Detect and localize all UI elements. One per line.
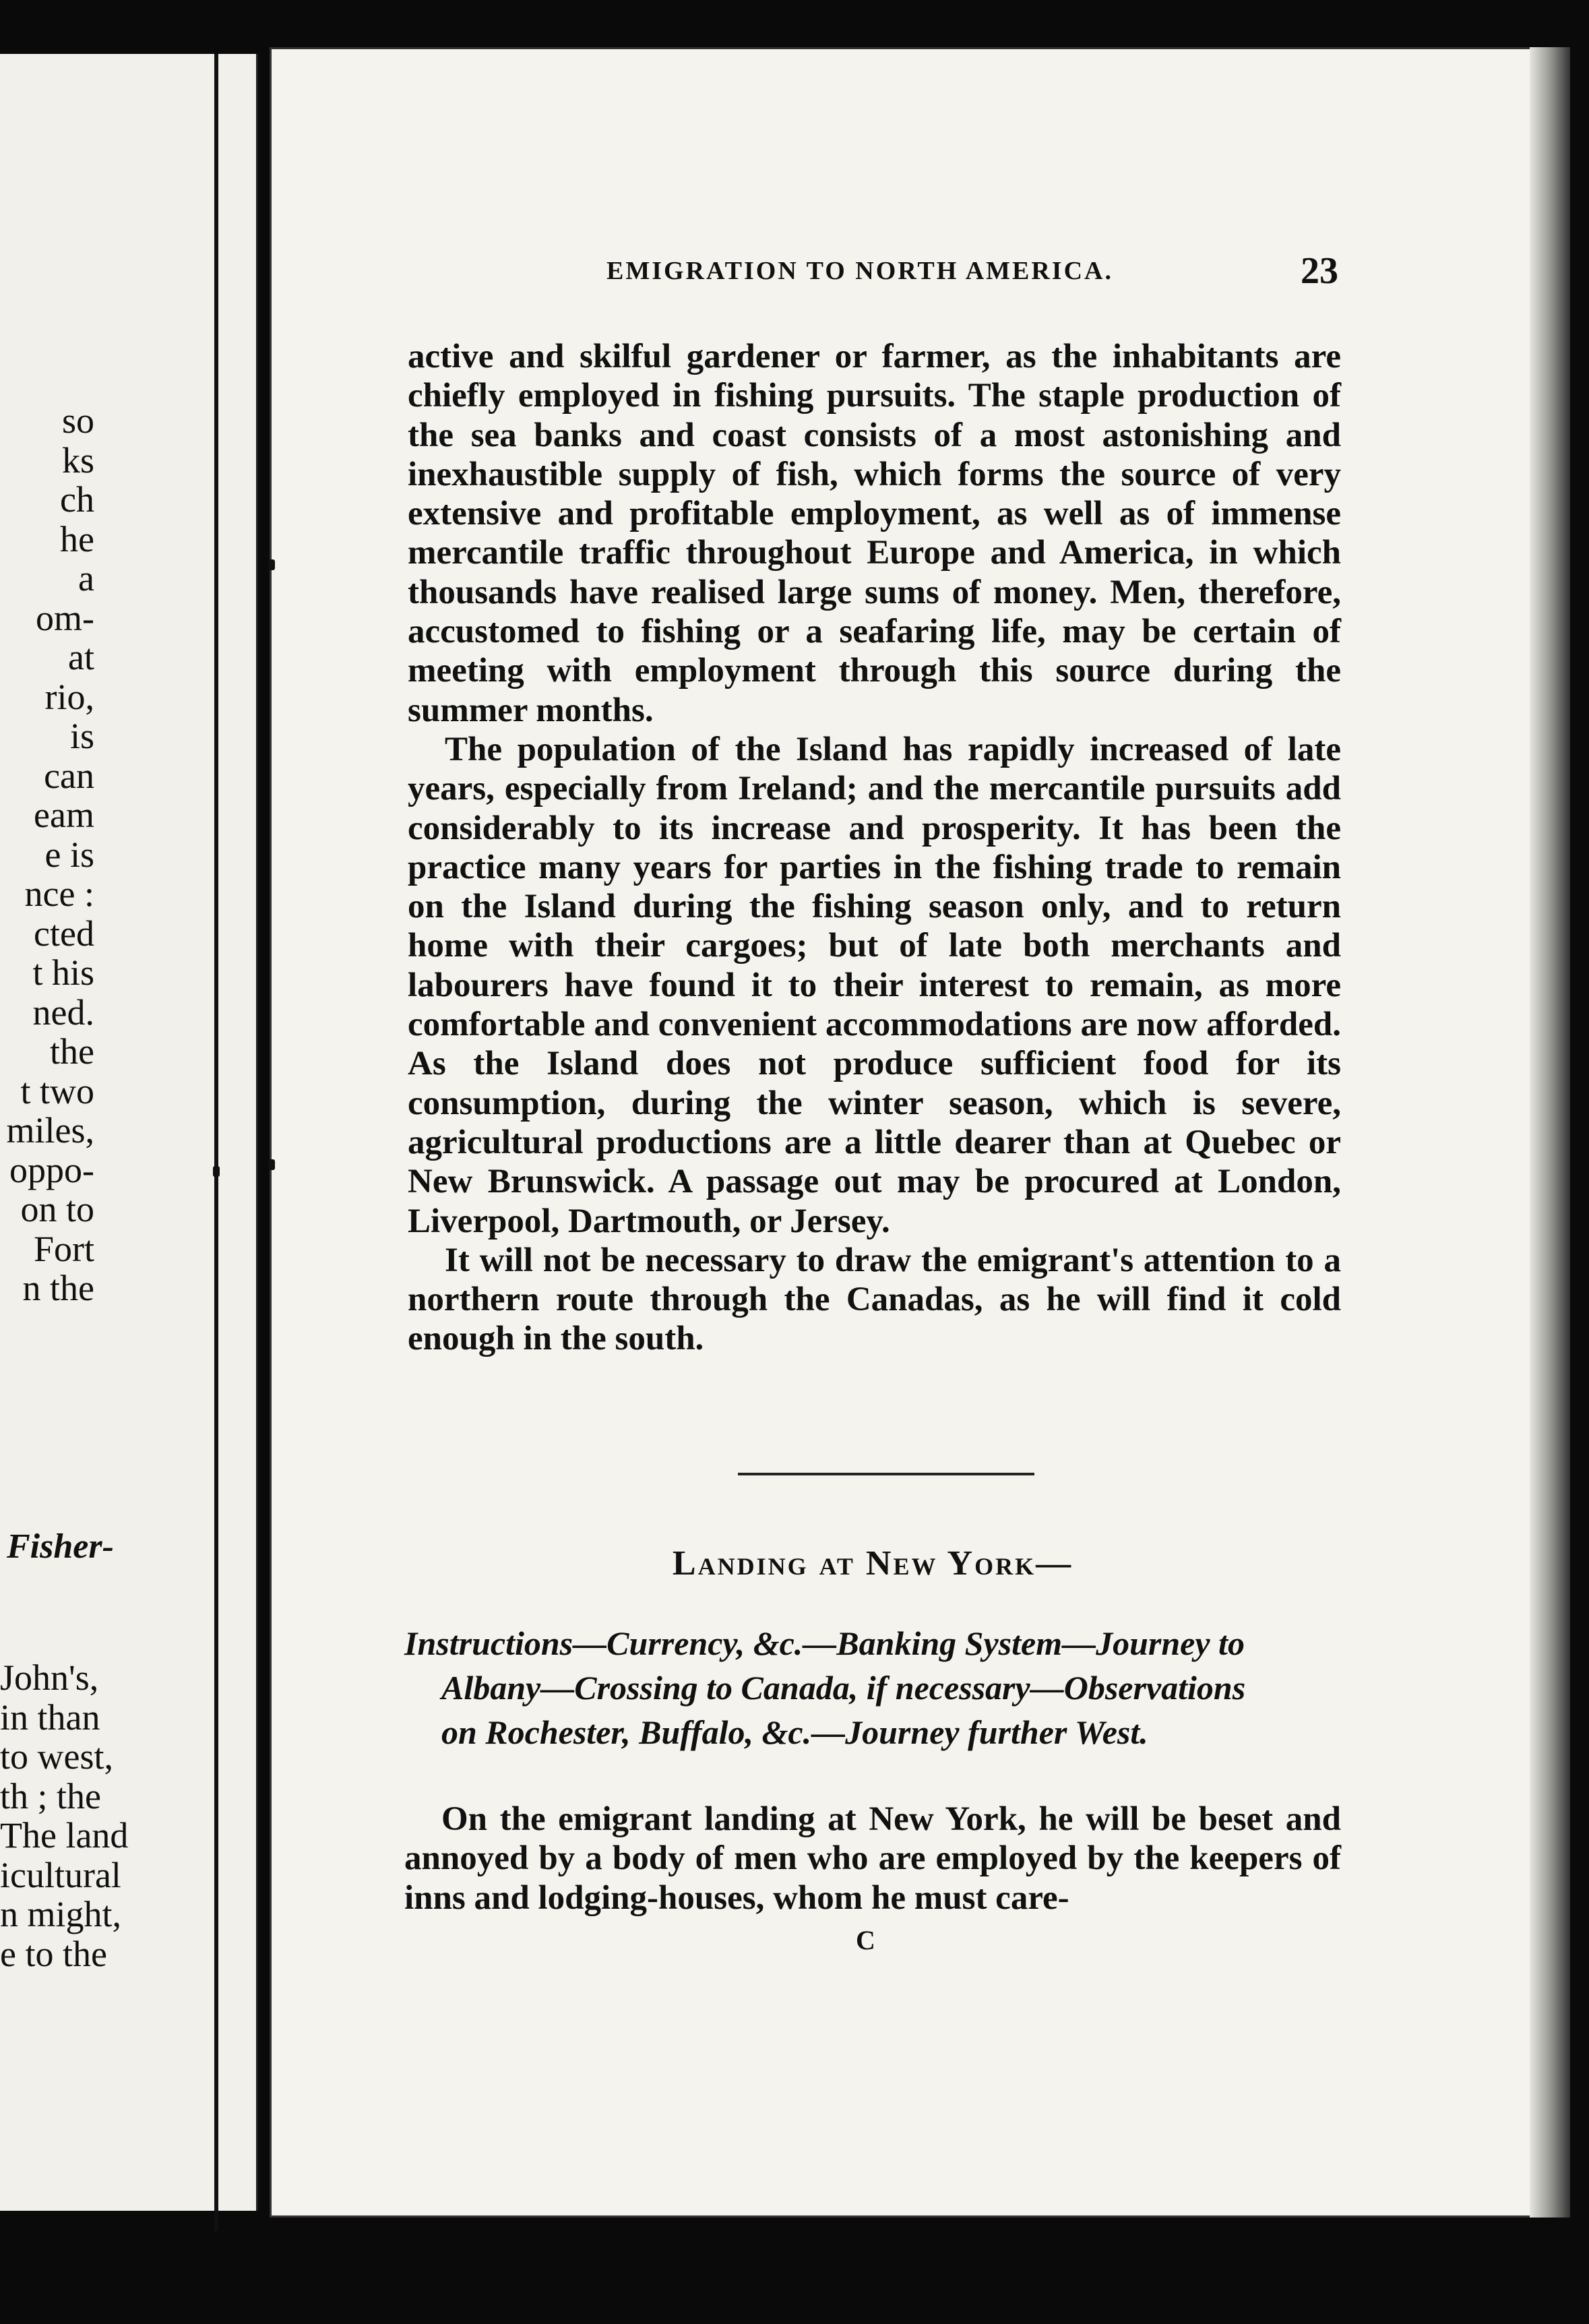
running-title: EMIGRATION TO NORTH AMERICA. xyxy=(606,257,1113,285)
previous-page-line: Fort xyxy=(33,1228,94,1269)
previous-page-line: icultural xyxy=(0,1854,121,1895)
section-text xyxy=(404,1800,1341,1918)
previous-page-line: t his xyxy=(32,952,94,993)
previous-page-line: th ; the xyxy=(0,1775,101,1816)
page-number: 23 xyxy=(1301,250,1338,292)
previous-page-line: eam xyxy=(34,795,94,835)
subheading-line-2: Albany—Crossing to Canada, if necessary—Observations xyxy=(441,1669,1246,1707)
previous-page-line: t two xyxy=(20,1070,94,1111)
previous-page-line: the xyxy=(50,1031,94,1072)
paragraph-1: active and skilful gardener or farmer, as the inhabitants are chiefly employed in fishing pursuits. The staple production of the sea banks and coast consists of a most astonishing and inexhaustible supply of fish, which forms the source of very extensive and profitable employment, as well as of immense mercantile traffic throughout Europe and America, in which thousands have realised large sums of money. Men, therefore, accustomed to fishing or a seafaring life, may be certain of meeting with employment through this source during the summer months. xyxy=(408,338,1341,729)
previous-page-line: nce : xyxy=(24,874,94,914)
previous-page-line: e to the xyxy=(0,1933,107,1974)
section-heading: Landing at New York— xyxy=(672,1544,1073,1583)
previous-page-line: a xyxy=(78,558,94,599)
previous-page-line: cted xyxy=(34,913,94,954)
previous-page-line: n might, xyxy=(0,1894,122,1934)
previous-page-line: ned. xyxy=(32,991,94,1033)
binding-line xyxy=(214,54,218,2231)
previous-page-line: miles, xyxy=(6,1110,94,1151)
previous-page-line: n the xyxy=(22,1268,94,1308)
paragraph-3: It will not be necessary to draw the emigrant's attention to a northern route through the Canadas, as he will find it cold enough in the south. xyxy=(408,1241,1341,1358)
previous-page-line: he xyxy=(60,518,94,559)
binding-mark xyxy=(268,1159,275,1170)
previous-page-line: ks xyxy=(61,439,94,481)
section-divider xyxy=(738,1473,1034,1475)
previous-page-line: John's, xyxy=(0,1657,99,1698)
previous-page-line: oppo- xyxy=(9,1149,94,1190)
subheading-line-1: Instructions—Currency, &c.—Banking System—Journey to xyxy=(404,1624,1245,1662)
previous-page-line: on to xyxy=(20,1189,94,1229)
subheading-line-3: on Rochester, Buffalo, &c.—Journey further West. xyxy=(441,1713,1148,1751)
previous-page-fisher-fragment: Fisher- xyxy=(7,1527,114,1566)
previous-page-line: ch xyxy=(60,479,94,520)
binding-mark xyxy=(213,1166,220,1177)
previous-page-edge xyxy=(0,54,258,2211)
binding-mark xyxy=(268,559,275,570)
previous-page-line: to west, xyxy=(0,1736,113,1777)
previous-page-line: so xyxy=(61,400,94,441)
signature-mark: C xyxy=(856,1925,875,1955)
main-text xyxy=(408,337,1341,1359)
previous-page-line: in than xyxy=(0,1696,100,1738)
section-subheading xyxy=(404,1621,1341,1754)
paragraph-2: The population of the Island has rapidly increased of late years, especially from Ireland; and the mercantile pursuits add considerably to its increase and prosperity. It has been the practice many years for parties in the fishing trade to remain on the Island during the fishing season only, and to return home with their cargoes; but of late both merchants and labourers have found it to their interest to remain, as more comfortable and convenient accommodations are now afforded. As the Island does not produce sufficient food for its consumption, during the winter season, which is severe, agricultural productions are a little dearer than at Quebec or New Brunswick. A passage out may be procured at London, Liverpool, Dartmouth, or Jersey. xyxy=(408,730,1341,1240)
previous-page-line: rio, xyxy=(44,676,94,717)
previous-page-line: is xyxy=(69,716,94,756)
previous-page-line: om- xyxy=(36,597,94,638)
previous-page-line: can xyxy=(44,755,94,796)
previous-page-line: e is xyxy=(44,834,94,875)
previous-page-line: at xyxy=(68,637,94,677)
page-edge-shadow xyxy=(1530,47,1570,2218)
section-paragraph: On the emigrant landing at New York, he will be beset and annoyed by a body of men who are employed by the keepers of inns and lodging-houses, whom he must care- xyxy=(404,1800,1341,1917)
previous-page-line: The land xyxy=(0,1815,129,1856)
